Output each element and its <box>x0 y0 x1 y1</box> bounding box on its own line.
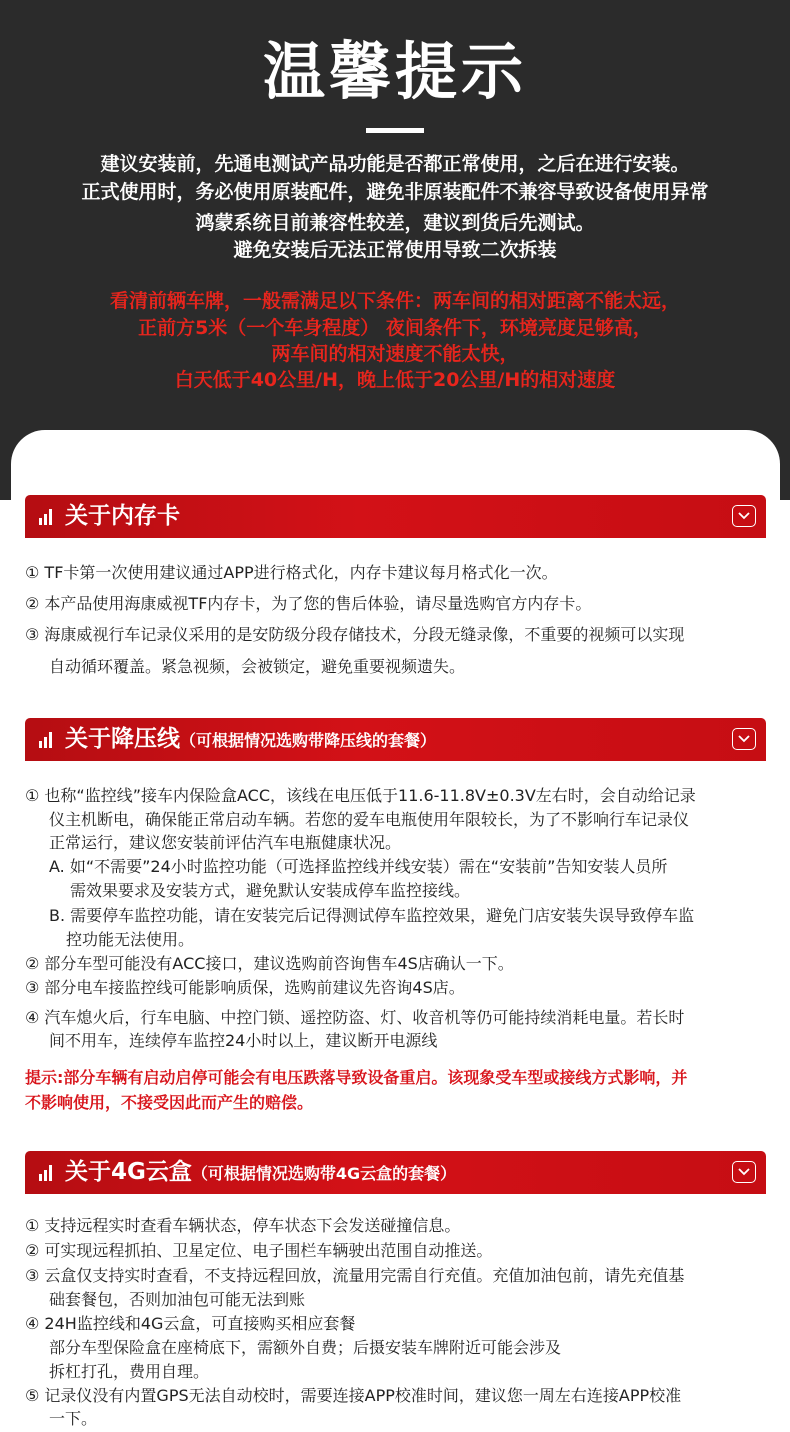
plate-condition-line: 两车间的相对速度不能太快， <box>271 343 519 365</box>
list-item: B. 需要停车监控功能，请在安装完后记得测试停车监控效果，避免门店安装失误导致停车监 <box>49 906 695 925</box>
notice-line: 建议安装前，先通电测试产品功能是否都正常使用，之后在进行安装。 <box>100 153 690 175</box>
plate-condition-line: 看清前辆车牌，一般需满足以下条件：两车间的相对距离不能太远， <box>109 290 680 312</box>
chevron-down-icon[interactable] <box>732 505 756 527</box>
list-item: ④ 24H监控线和4G云盒，可直接购买相应套餐 <box>25 1314 356 1333</box>
section-header-step-down-cable[interactable] <box>25 718 766 761</box>
section-title: 关于降压线（可根据情况选购带降压线的套餐） <box>65 726 437 752</box>
list-item: ③ 云盒仅支持实时查看，不支持远程回放，流量用完需自行充值。充值加油包前，请先充值基 <box>25 1266 685 1285</box>
list-item: ② 可实现远程抓拍、卫星定位、电子围栏车辆驶出范围自动推送。 <box>25 1241 493 1260</box>
list-item: ③ 海康威视行车记录仪采用的是安防级分段存储技术，分段无缝录像，不重要的视频可以实现 <box>25 625 685 644</box>
list-item: 正常运行，建议您安装前评估汽车电瓶健康状况。 <box>49 833 402 852</box>
list-item: 需效果要求及安装方式，避免默认安装成停车监控接线。 <box>70 881 471 900</box>
page-title: 温馨提示 <box>262 35 527 108</box>
list-item: 拆杠打孔，费用自理。 <box>49 1362 210 1381</box>
list-item: 部分车型保险盒在座椅底下，需额外自费；后摄安装车牌附近可能会涉及 <box>49 1338 562 1357</box>
list-item: 自动循环覆盖。紧急视频，会被锁定，避免重要视频遗失。 <box>49 657 466 676</box>
warning-note: 不影响使用，不接受因此而产生的赔偿。 <box>25 1093 314 1112</box>
list-item: 础套餐包，否则加油包可能无法到账 <box>49 1290 306 1309</box>
chevron-down-icon[interactable] <box>732 728 756 750</box>
section-title: 关于内存卡 <box>65 503 180 529</box>
section-header-4g-cloud-box[interactable] <box>25 1151 766 1194</box>
notice-line: 避免安装后无法正常使用导致二次拆装 <box>233 239 557 261</box>
list-item: ④ 汽车熄火后，行车电脑、中控门锁、遥控防盗、灯、收音机等仍可能持续消耗电量。若长时 <box>25 1008 685 1027</box>
warning-note: 提示:部分车辆有启动启停可能会有电压跌落导致设备重启。该现象受车型或接线方式影响，并 <box>25 1068 688 1087</box>
plate-condition-line: 正前方5米（一个车身程度） 夜间条件下，环境亮度足够高， <box>138 317 652 339</box>
section-header-memory-card[interactable] <box>25 495 766 538</box>
list-item: 控功能无法使用。 <box>66 930 195 949</box>
list-item: ③ 部分电车接监控线可能影响质保，选购前建议先咨询4S店。 <box>25 978 465 997</box>
plate-condition-line: 白天低于40公里/H，晚上低于20公里/H的相对速度 <box>174 369 616 391</box>
list-item: ① TF卡第一次使用建议通过APP进行格式化，内存卡建议每月格式化一次。 <box>25 563 558 582</box>
list-item: 仪主机断电，确保能正常启动车辆。若您的爱车电瓶使用年限较长，为了不影响行车记录仪 <box>49 810 690 829</box>
title-divider <box>366 128 424 133</box>
list-item: 间不用车，连续停车监控24小时以上，建议断开电源线 <box>49 1031 438 1050</box>
list-item: 一下。 <box>49 1409 98 1428</box>
signal-bars-icon <box>39 1165 53 1181</box>
list-item: ② 本产品使用海康威视TF内存卡，为了您的售后体验，请尽量选购官方内存卡。 <box>25 594 592 613</box>
chevron-down-icon[interactable] <box>732 1161 756 1183</box>
list-item: A. 如“不需要”24小时监控功能（可选择监控线并线安装）需在“安装前”告知安装人员所 <box>49 857 668 876</box>
list-item: ② 部分车型可能没有ACC接口，建议选购前咨询售车4S店确认一下。 <box>25 954 514 973</box>
notice-line: 鸿蒙系统目前兼容性较差，建议到货后先测试。 <box>195 212 595 234</box>
list-item: ⑤ 记录仪没有内置GPS无法自动校时，需要连接APP校准时间，建议您一周左右连接APP校准 <box>25 1386 682 1405</box>
signal-bars-icon <box>39 509 53 525</box>
list-item: ① 支持远程实时查看车辆状态，停车状态下会发送碰撞信息。 <box>25 1216 461 1235</box>
notice-line: 正式使用时，务必使用原装配件，避免非原装配件不兼容导致设备使用异常 <box>81 181 709 203</box>
list-item: ① 也称“监控线”接车内保险盒ACC，该线在电压低于11.6-11.8V±0.3V左右时，会自动给记录 <box>25 786 696 805</box>
section-title: 关于4G云盒（可根据情况选购带4G云盒的套餐） <box>65 1159 457 1185</box>
notice-header <box>0 0 790 500</box>
signal-bars-icon <box>39 732 53 748</box>
